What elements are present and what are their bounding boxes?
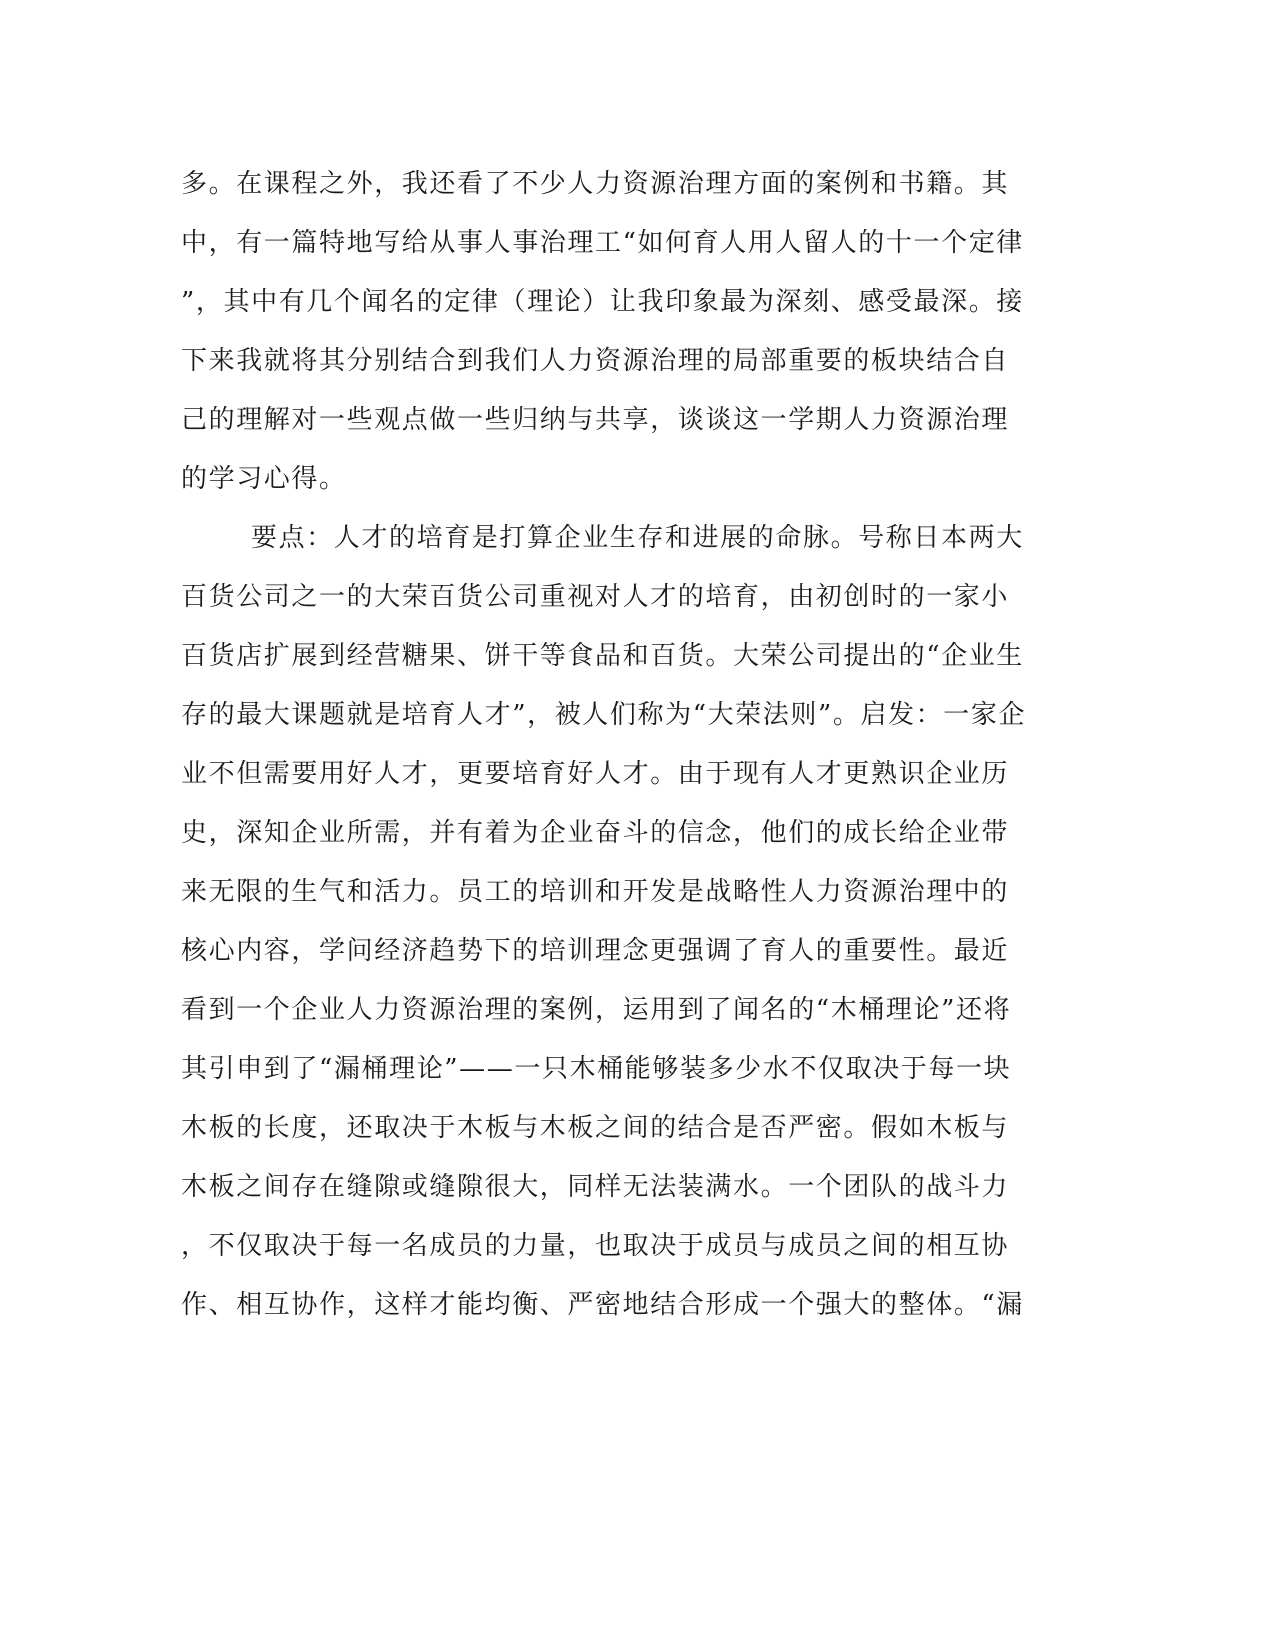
text-line: 史，深知企业所需，并有着为企业奋斗的信念，他们的成长给企业带 <box>181 818 1010 848</box>
text-line: 己的理解对一些观点做一些归纳与共享，谈谈这一学期人力资源治理 <box>181 405 1010 435</box>
text-line: 下来我就将其分别结合到我们人力资源治理的局部重要的板块结合自 <box>181 346 1010 376</box>
paragraph-1 <box>181 160 1041 514</box>
text-line: 百货店扩展到经营糖果、饼干等食品和百货。大荣公司提出的“企业生 <box>181 641 1024 671</box>
paragraph-2 <box>181 514 1041 1340</box>
text-line: ，不仅取决于每一名成员的力量，也取决于成员与成员之间的相互协 <box>181 1231 1010 1261</box>
text-line: ”，其中有几个闻名的定律（理论）让我印象最为深刻、感受最深。接 <box>181 287 1024 317</box>
text-line: 木板的长度，还取决于木板与木板之间的结合是否严密。假如木板与 <box>181 1113 1010 1143</box>
text-line: 的学习心得。 <box>181 464 347 494</box>
text-line: 存的最大课题就是培育人才”，被人们称为“大荣法则”。启发：一家企 <box>181 700 1027 730</box>
text-line: 业不但需要用好人才，更要培育好人才。由于现有人才更熟识企业历 <box>181 759 1010 789</box>
text-line: 木板之间存在缝隙或缝隙很大，同样无法装满水。一个团队的战斗力 <box>181 1172 1010 1202</box>
body-text <box>181 160 1041 1340</box>
text-line: 其引申到了“漏桶理论”——一只木桶能够装多少水不仅取决于每一块 <box>181 1054 1012 1084</box>
text-line: 要点：人才的培育是打算企业生存和进展的命脉。号称日本两大 <box>251 523 1024 553</box>
text-line: 核心内容，学问经济趋势下的培训理念更强调了育人的重要性。最近 <box>181 936 1010 966</box>
text-line: 百货公司之一的大荣百货公司重视对人才的培育，由初创时的一家小 <box>181 582 1010 612</box>
text-line: 多。在课程之外，我还看了不少人力资源治理方面的案例和书籍。其 <box>181 169 1010 199</box>
text-line: 作、相互协作，这样才能均衡、严密地结合形成一个强大的整体。“漏 <box>181 1290 1024 1320</box>
text-line: 看到一个企业人力资源治理的案例，运用到了闻名的“木桶理论”还将 <box>181 995 1012 1025</box>
text-line: 中，有一篇特地写给从事人事治理工“如何育人用人留人的十一个定律 <box>181 228 1024 258</box>
text-line: 来无限的生气和活力。员工的培训和开发是战略性人力资源治理中的 <box>181 877 1010 907</box>
